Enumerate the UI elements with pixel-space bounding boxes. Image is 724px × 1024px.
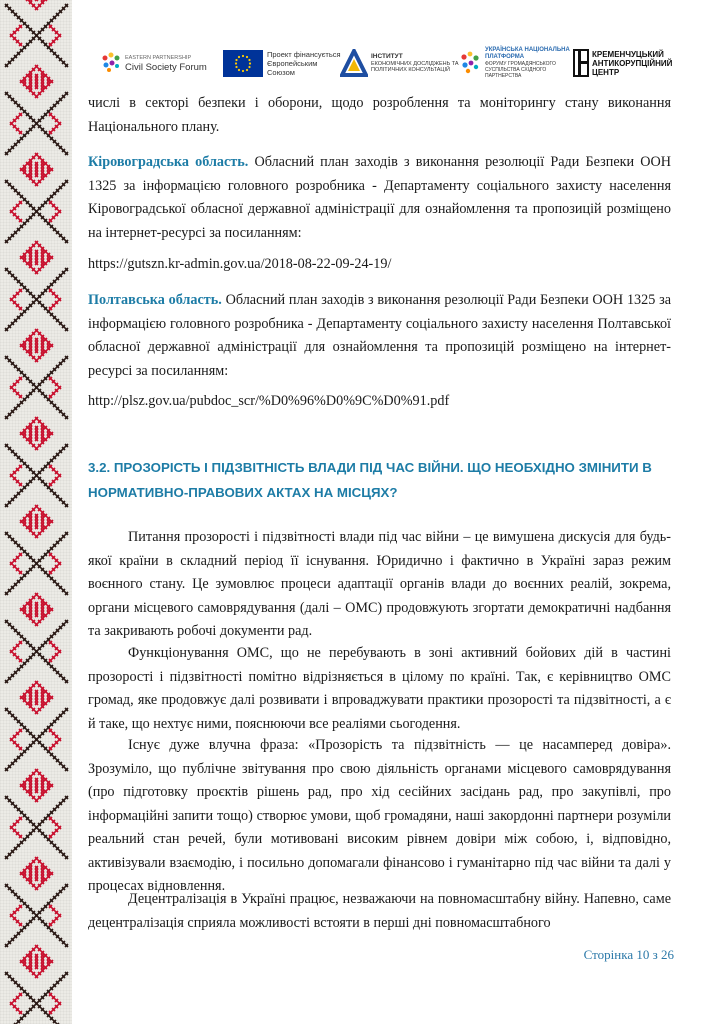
embroidery-pattern [0,0,72,1024]
platform-dots-icon [458,51,482,75]
eu-flag-icon [223,50,263,77]
paragraph-1: Питання прозорості і підзвітності влади під час війни – це вимушена дискусія для будь-якої країни в складний період її існування. Юридично і фактично в Україні зараз режим воєнного стану. Це зумовлює процеси адаптації органів влади до воєнних реалій, зокрема, органи місцевого самоврядування (далі – ОМС) продовжують згортати демократичні надбання та закривають робочі документи рад. [88,529,671,639]
eu-text: Проект фінансується Європейським Союзом [267,49,341,77]
csf-logo [100,44,207,82]
platform-logo [458,44,571,82]
platform-title: УКРАЇНСЬКА НАЦІОНАЛЬНА ПЛАТФОРМА [485,47,570,60]
kac-mark-icon [573,49,589,77]
paragraph-poltava [88,289,671,383]
embroidery-border [0,0,72,1024]
kac-text: КРЕМЕНЧУЦЬКИЙ АНТИКОРУПЦІЙНИЙ ЦЕНТР [592,49,673,77]
paragraph-intro: числі в секторі безпеки і оборони, щодо розроблення та моніторингу стану виконання Національного плану. [88,95,671,135]
page-number: Сторінка 10 з 26 [583,947,674,962]
institute-logo [340,44,459,82]
header-logos [100,44,673,84]
kac-logo [573,44,673,82]
csf-name: Civil Society Forum [125,61,207,73]
institute-triangle-icon [340,49,368,77]
paragraph-3: Існує дуже влучна фраза: «Прозорість та підзвітність — це насамперед довіра». Зрозуміло, що публічне звітування про свою діяльність органами місцевого самоврядування (про підготовку проєктів рішень рад, про хід сесійних засідань рад, про закупівлі, про інформаційні запити тощо) створює умови, щоб громадяни, наші закордонні партнери розуміли реальний стан речей, були мотивовані високим рівнем довіри між собою, і, відповідно, активізували взаємодію, і посильно допомагали фінансово і гуманітарно під час війни та далі у процесах відновлення. [88,737,671,894]
poltava-url[interactable]: http://plsz.gov.ua/pubdoc_scr/%D0%96%D0%9C%D0%91.pdf [88,393,450,409]
institute-subtitle: ЕКОНОМІЧНИХ ДОСЛІДЖЕНЬ ТА ПОЛІТИЧНИХ КОНСУЛЬТАЦІЙ [371,60,459,73]
poltava-text: Обласний план заходів з виконання резолюції Ради Безпеки ООН 1325 за інформацією головного розробника - Департаменту соціального захисту населення Полтавської обласної державної адміністрації для ознайомлення та пропозицій розміщено на інтернет-ресурсі за посиланням: [88,292,672,379]
paragraph-kirovohrad [88,151,671,245]
poltava-title: Полтавська область. [88,292,222,308]
csf-dots-icon [100,52,122,74]
csf-small-text: EASTERN PARTNERSHIP [125,54,192,61]
eu-logo [223,44,343,82]
section-heading: 3.2. ПРОЗОРІСТЬ І ПІДЗВІТНІСТЬ ВЛАДИ ПІД ЧАС ВІЙНИ. ЩО НЕОБХІДНО ЗМІНИТИ В НОРМАТИВНО-ПРАВОВИХ АКТАХ НА МІСЦЯХ? [88,460,652,500]
kirovohrad-text: Обласний план заходів з виконання резолюції Ради Безпеки ООН 1325 за інформацією головного розробника - Департаменту соціального захисту населення Кіровоградської обласної державної адміністрації для ознайомлення та пропозицій розміщено на інтернет-ресурсі за посиланням: [88,154,671,241]
institute-title: ІНСТИТУТ [371,52,403,60]
platform-subtitle: ФОРУМУ ГРОМАДЯНСЬКОГО СУСПІЛЬСТВА СХІДНОГО ПАРТНЕРСТВА [485,61,556,79]
kirovohrad-title: Кіровоградська область. [88,154,249,170]
paragraph-2: Функціонування ОМС, що не перебувають в зоні активний бойових дій в частині прозорості і підзвітності помітно відрізняється в цілому по країні. Так, є керівництво ОМС громад, яке продовжує далі розвивати і впроваджувати практики прозорості та підзвітності, а є й таке, що нехтує ними, пояснюючи все реаліями сьогодення. [88,645,671,732]
kirovohrad-url[interactable]: https://gutszn.kr-admin.gov.ua/2018-08-22-09-24-19/ [88,256,392,272]
paragraph-4: Децентралізація в Україні працює, незважаючи на повномасштабну війну. Напевно, саме децентралізація сприяла можливості встояти в перші дні повномасштабного [88,891,671,931]
